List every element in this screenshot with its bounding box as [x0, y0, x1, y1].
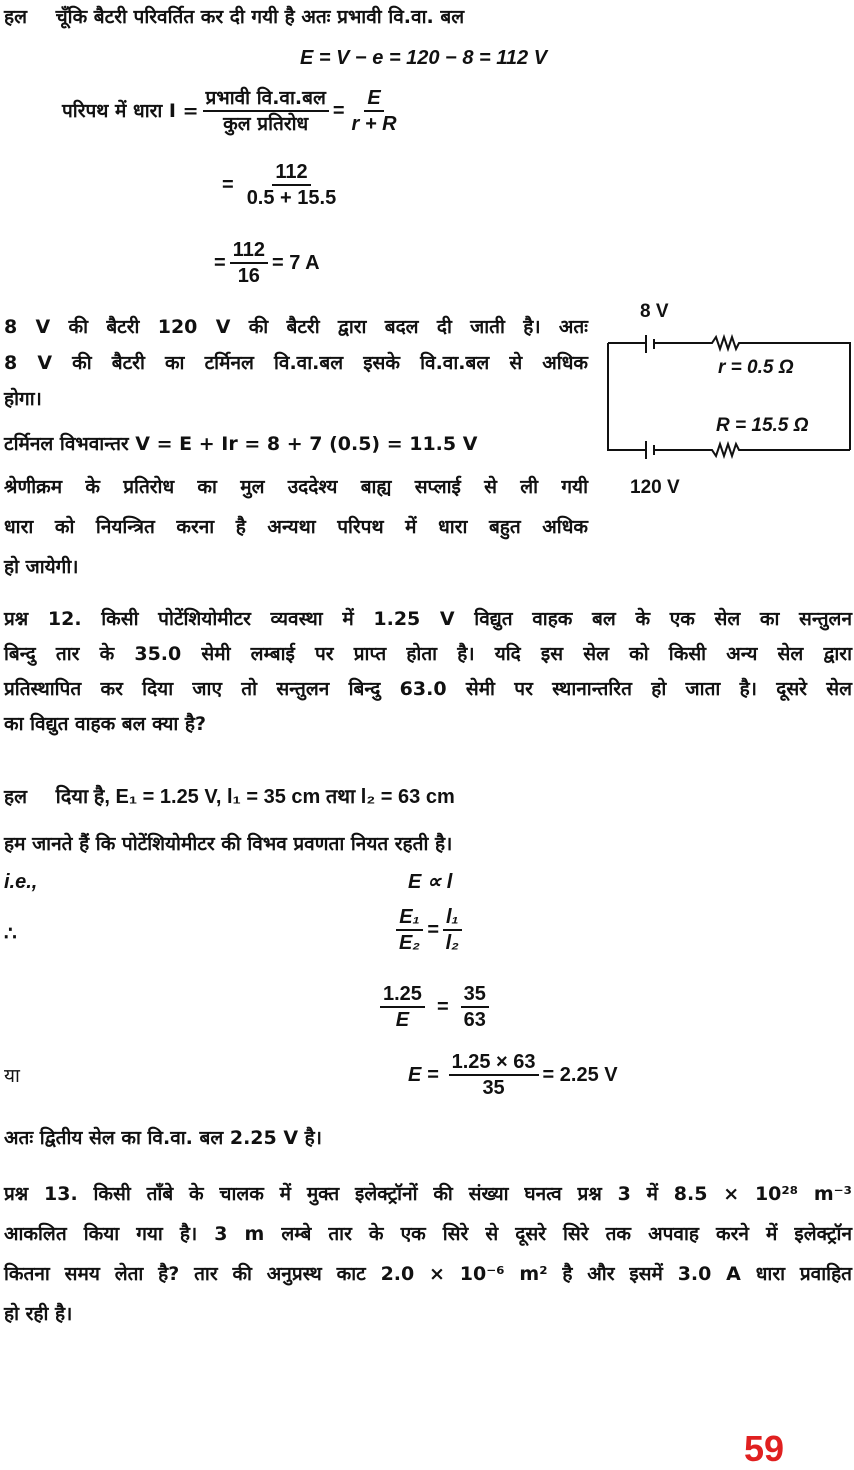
therefore-symbol: ∴: [4, 923, 17, 945]
text-line: होगा।: [4, 388, 42, 410]
conclusion: अतः द्वितीय सेल का वि.वा. बल 2.25 V है।: [4, 1127, 322, 1149]
hal-label: हल: [4, 6, 27, 28]
solution-intro: [4, 5, 464, 29]
text-line: 8 V की बैटरी का टर्मिनल वि.वा.बल इसके वि.वा.बल से अधिक: [4, 352, 588, 374]
proportionality: E ∝ l: [408, 871, 453, 893]
text-line: हो जायेगी।: [4, 556, 79, 578]
hal-label: हल: [4, 786, 27, 808]
text-line: हो रही है।: [4, 1303, 73, 1325]
fraction-denominator: 0.5 + 15.5: [246, 187, 337, 209]
fraction-numerator: E₁: [396, 905, 422, 931]
terminal-voltage: टर्मिनल विभवान्तर V = E + Ir = 8 + 7 (0.5) = 11.5 V: [4, 433, 478, 455]
equation-step2: = $\frac{112}{0.5 + 15.5}$: [222, 160, 343, 210]
external-resistor: [654, 444, 850, 456]
fraction-denominator: l₂: [445, 932, 459, 954]
fraction-denominator: 16: [237, 265, 260, 287]
intro-text: चूँकि बैटरी परिवर्तित कर दी गयी है अतः प्रभावी वि.वा. बल: [55, 6, 465, 28]
page-number: 59: [744, 1428, 785, 1469]
substituted-ratio: $\frac{1.25}{E}$ = $\frac{35}{63}$: [376, 982, 493, 1032]
equation-step3: = $\frac{112}{16}$ = 7 A: [214, 239, 320, 287]
ratio-equation: $\frac{\text{E₁}}{\text{E₂}}$ = $\frac{\text{l₁}}{\text{l₂}}$: [392, 905, 466, 955]
text-line: बिन्दु तार के 35.0 सेमी लम्बाई पर प्राप्त होता है। यदि इस सेल को किसी अन्य सेल द्वारा: [4, 643, 852, 665]
text-line: आकलित किया गया है। 3 m लम्बे तार के एक सिरे से दूसरे सिरे तक अपवाह करने में इलेक्ट्रॉन: [4, 1223, 852, 1245]
R-label: R = 15.5 Ω: [716, 415, 809, 436]
r-label: r = 0.5 Ω: [718, 357, 794, 378]
fraction-denominator: कुल प्रतिरोध: [223, 113, 309, 135]
fraction-denominator: E₂: [399, 932, 420, 954]
text-line: धारा को नियन्त्रित करना है अन्यथा परिपथ में धारा बहुत अधिक: [4, 516, 588, 538]
equation-emf: E = V − e = 120 − 8 = 112 V: [300, 47, 548, 69]
known-statement: हम जानते हैं कि पोटेंशियोमीटर की विभव प्रवणता नियत रहती है।: [4, 833, 453, 855]
ya-label: या: [4, 1065, 20, 1087]
fraction-numerator: प्रभावी वि.वा.बल: [203, 86, 329, 112]
given-values: दिया है, E₁ = 1.25 V, l₁ = 35 cm तथा l₂ = 63 cm: [55, 786, 455, 808]
fraction-denominator: 35: [482, 1077, 505, 1099]
text-line: प्रश्न 12. किसी पोटेंशियोमीटर व्यवस्था में 1.25 V विद्युत वाहक बल के एक सेल का सन्तुलन: [4, 608, 852, 630]
equation-prefix: E =: [408, 1064, 439, 1086]
fraction-denominator: 63: [463, 1009, 486, 1031]
text-line: का विद्युत वाहक बल क्या है?: [4, 713, 206, 735]
fraction-numerator: 1.25: [380, 982, 425, 1008]
question-13: [4, 1182, 852, 1326]
fraction-numerator: 112: [272, 160, 310, 186]
text-line: श्रेणीक्रम के प्रतिरोध का मुल उददेश्य बाह्य सप्लाई से ली गयी: [4, 476, 588, 498]
paragraph-2: [4, 475, 588, 579]
fraction-numerator: 112: [230, 238, 268, 264]
fraction-numerator: 1.25 × 63: [449, 1050, 539, 1076]
result: = 2.25 V: [542, 1064, 618, 1086]
ie-label: i.e.,: [4, 871, 38, 893]
final-equation: [408, 1050, 618, 1100]
fraction-denominator: r + R: [351, 113, 397, 135]
current-prefix: परिपथ में धारा I =: [62, 100, 199, 122]
battery-top-label: 8 V: [640, 301, 669, 322]
text-line: प्रतिस्थापित कर दिया जाए तो सन्तुलन बिन्दु 63.0 सेमी पर स्थानान्तरित हो जाता है। दूसरे सेल: [4, 678, 852, 700]
fraction-numerator: 35: [461, 982, 489, 1008]
result: = 7 A: [271, 252, 320, 274]
solution-12-given: [4, 785, 455, 809]
circuit-diagram: [600, 295, 854, 505]
fraction-numerator: E: [364, 86, 383, 112]
equation-current: परिपथ में धारा I = $\frac{\text{प्रभावी वि.वा.बल}}{\text{कुल प्रतिरोध}}$ = $\frac{E}{r + R}$: [62, 86, 404, 136]
paragraph-1: [4, 315, 588, 411]
battery-bottom-label: 120 V: [630, 477, 680, 498]
text-line: प्रश्न 13. किसी ताँबे के चालक में मुक्त इलेक्ट्रॉनों की संख्या घनत्व प्रश्न 3 में 8.5 × 10²⁸ m⁻³: [4, 1183, 852, 1205]
text-line: कितना समय लेता है? तार की अनुप्रस्थ काट 2.0 × 10⁻⁶ m² है और इसमें 3.0 A धारा प्रवाहित: [4, 1263, 852, 1285]
fraction-numerator: l₁: [443, 905, 462, 931]
fraction-denominator: E: [395, 1009, 410, 1031]
question-12: [4, 607, 852, 736]
text-line: 8 V की बैटरी 120 V की बैटरी द्वारा बदल दी जाती है। अतः: [4, 316, 588, 338]
